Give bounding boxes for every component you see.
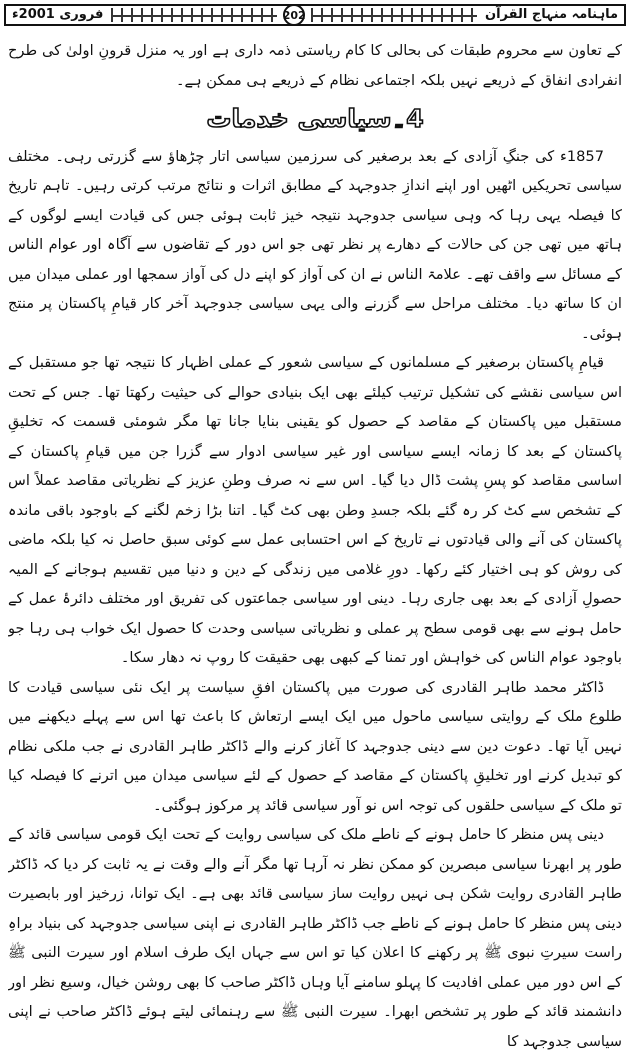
page-number: 202 — [283, 4, 305, 26]
header-ornament — [111, 8, 277, 22]
paragraph: قیامِ پاکستان برصغیر کے مسلمانوں کے سیاسی شعور کے عملی اظہار کا نتیجہ تھا جو مستقبل کے اس سیاسی نقشے کی تشکیل ترتیب کیلئے بھی ایک بنیادی حوالے کی حیثیت رکھتا تھا۔ جس کے تحت مستقبل میں پاکستان کے مقاصد کے حصول کو یقینی بنایا جانا تھا مگر شومئی قسمت کہ تخلیقِ پاکستان کے بعد کا زمانہ ایسے سیاسی اور غیر سیاسی ادوار سے گزرا جن میں قیامِ پاکستان کے اساسی مقاصد کو پسِ پشت ڈال دیا گیا۔ اس سے نہ صرف وطنِ عزیز کے نظریاتی مقاصد عملاً اس کے تشخص سے کٹ کر رہ گئے بلکہ جسدِ وطن بھی کٹ گیا۔ اتنا بڑا زخم لگنے کے باوجود باقی ماندہ پاکستان کی آنے والی قیادتوں نے تاریخ کے اس احتسابی عمل سے کوئی سبق حاصل نہ کیا بلکہ ماضی کی روش کو ہی اختیار کئے رکھا۔ دورِ غلامی میں زندگی کے دین و دنیا میں تقسیم ہوجانے کے المیہ حصولِ آزادی کے بعد بھی جاری رہا۔ دینی اور سیاسی جماعتوں کی تفریق اور مختلف دائرۂ عمل کے حامل ہونے سے بھی قومی سطح پر عملی و نظریاتی سیاسی وحدت کا حصول ایک خواب ہی رہا جو باوجود عوام الناس کی خواہش اور تمنا کے کبھی بھی حقیقت کا روپ نہ دھار سکا۔ — [8, 354, 622, 666]
article-body — [8, 36, 622, 1058]
paragraph: 1857ء کی جنگِ آزادی کے بعد برصغیر کی سرزمین سیاسی اتار چڑھاؤ سے گزرتی رہی۔ مختلف سیاسی تحریکیں اٹھیں اور اپنے اندازِ جدوجہد کے مطابق اثرات و نتائج مرتب کرتی رہیں۔ تاہم تاریخ کا فیصلہ یہی رہا کہ وہی سیاسی جدوجہد نتیجہ خیز ثابت ہوئی جس کی قیادت ایسے لوگوں کے ہاتھ میں تھی جن کی حالات کے دھارے پر نظر تھی جو اس دور کے تقاضوں سے آگاہ اور عوام الناس کے مسائل سے واقف تھے۔ علامۃ الناس نے ان کی آواز کو اپنے دل کی آواز سمجھا اور عملی میدان میں ان کا ساتھ دیا۔ مختلف مراحل سے گزرنے والی یہی سیاسی جدوجہد آخر کار قیامِ پاکستان پر منتج ہوئی۔ — [8, 147, 622, 342]
intro-paragraph: کے تعاون سے محروم طبقات کی بحالی کا کام ریاستی ذمہ داری ہے اور یہ منزل قرونِ اولیٰ کی طرح انفرادی انفاق کے ذریعے نہیں بلکہ اجتماعی نظام کے ذریعے ہی ممکن ہے۔ — [8, 42, 622, 89]
header-ornament — [311, 8, 477, 22]
magazine-title: ماہنامہ منہاج القرآن — [479, 6, 624, 24]
issue-date: فروری 2001ء — [6, 6, 109, 24]
paragraph: دینی پس منظر کا حامل ہونے کے ناطے ملک کی سیاسی روایت کے تحت ایک قومی سیاسی قائد کے طور پر ابھرنا سیاسی مبصرین کو ممکن نظر نہ آرہا تھا مگر آنے والے وقت نے یہ ثابت کر دیا کہ ڈاکٹر طاہر القادری روایت شکن ہی نہیں روایت ساز سیاسی قائد بھی ہے۔ ایک توانا، زرخیز اور بابصیرت دینی پس منظر کا حامل ہونے کے ناطے جب ڈاکٹر طاہر القادری نے اپنی سیاسی جدوجہد کی بنیاد براہِ راست سیرتِ نبوی ﷺ پر رکھنے کا اعلان کیا تو اس سے جہاں ایک طرف اسلام اور سیرت النبی ﷺ کے اس دور میں عملی افادیت کا پہلو سامنے آیا وہاں ڈاکٹر صاحب کا بھی روشن خیال، وسیع نظر اور دانشمند قائد کے طور پر تشخص ابھرا۔ سیرت النبی ﷺ سے رہنمائی لیتے ہوئے ڈاکٹر صاحب نے اپنی سیاسی جدوجہد کا — [8, 826, 622, 1050]
paragraph: ڈاکٹر محمد طاہر القادری کی صورت میں پاکستان افقِ سیاست پر ایک نئی سیاسی قیادت کا طلوع ملک کے روایتی سیاسی ماحول میں ایک ایسے ارتعاش کا باعث تھا اس سے پہلے دیکھنے میں نہیں آیا تھا۔ دعوت دین سے دینی جدوجہد کا آغاز کرنے والے ڈاکٹر طاہر القادری نے جب ملکی نظام کو تبدیل کرنے اور تخلیقِ پاکستان کے مقاصد کے حصول کے لئے سیاسی میدان میں اترنے کا فیصلہ کیا تو ملک کے سیاسی حلقوں کی توجہ اس نو آور سیاسی قائد پر مرکوز ہوگئی۔ — [8, 678, 622, 814]
section-heading-text: 4۔سیاسی خدمات — [206, 104, 424, 133]
section-heading — [8, 103, 622, 138]
page-header — [4, 4, 626, 26]
